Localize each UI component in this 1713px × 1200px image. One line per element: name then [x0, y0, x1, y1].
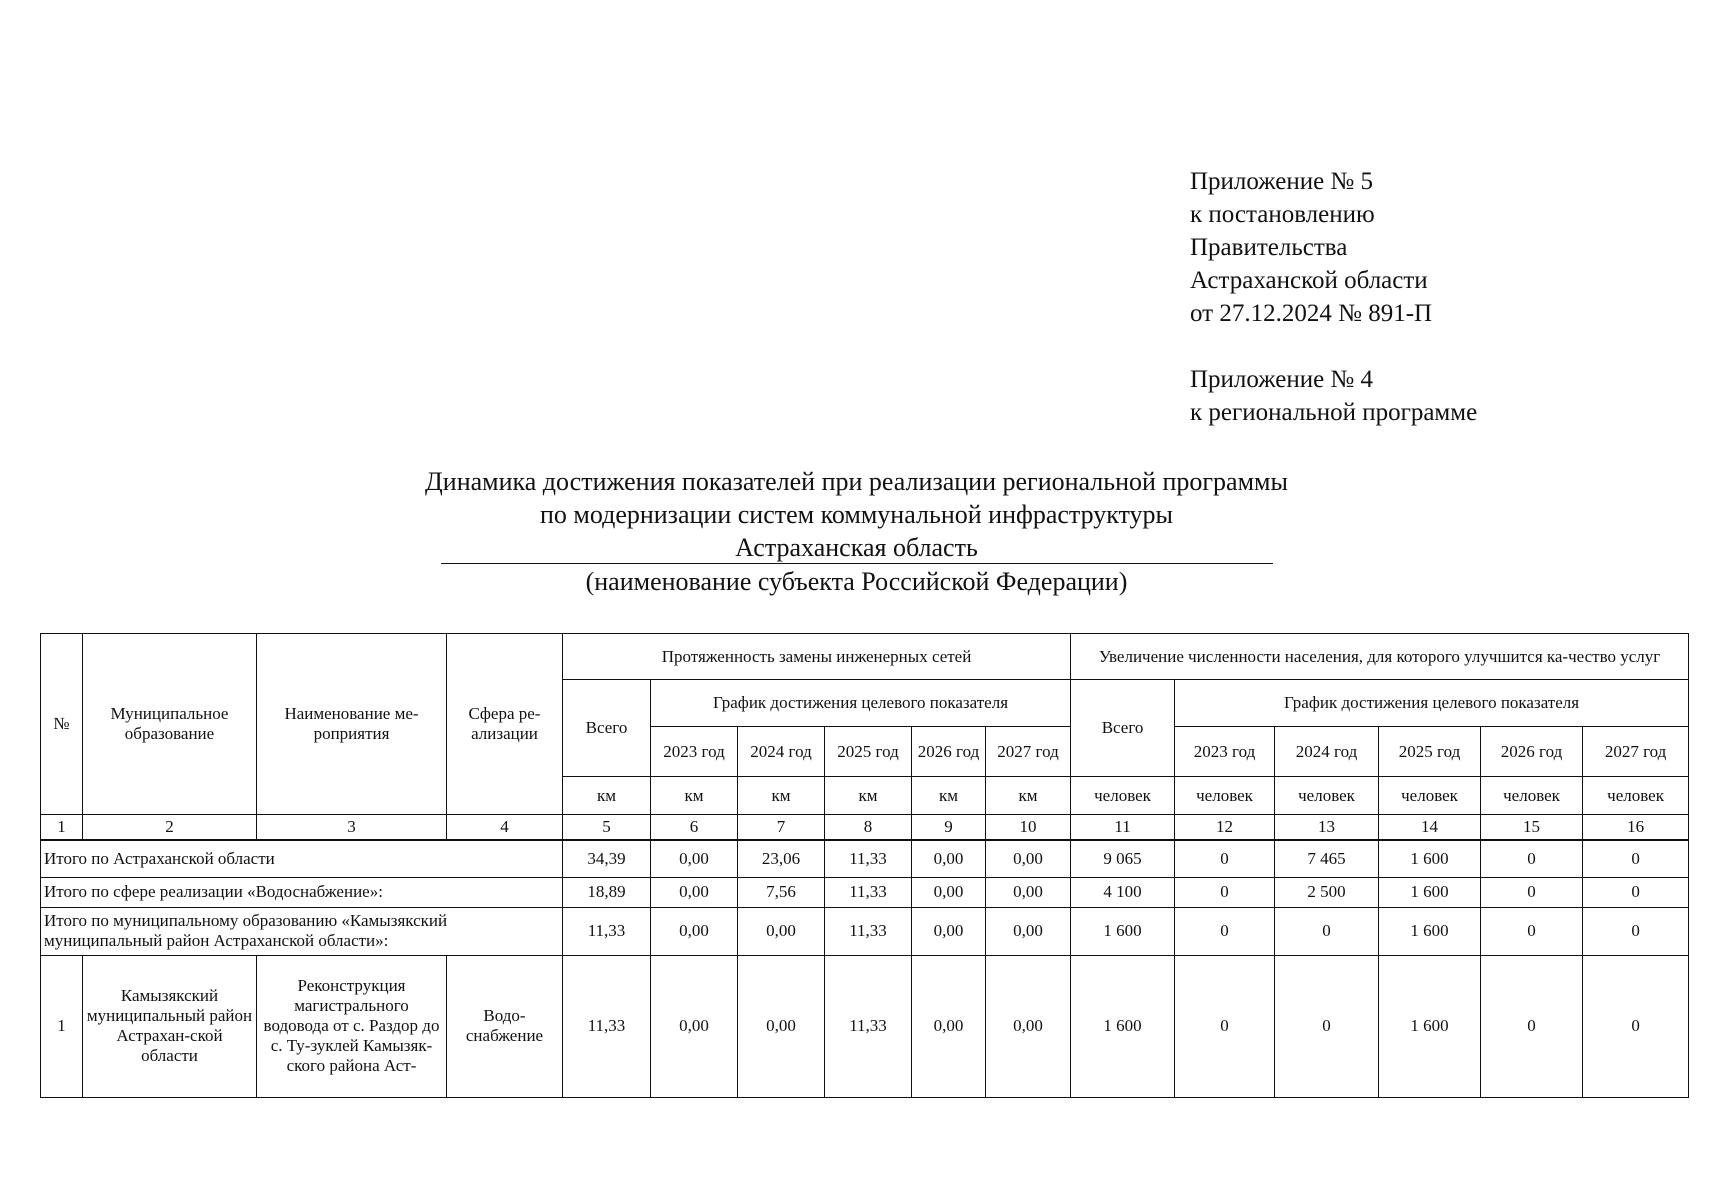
summary-value: 0 — [1481, 907, 1583, 955]
row-event: Реконструкция магистрального водовода от с. Раздор до с. Ту-зуклей Камызяк-ского района Аст- — [257, 955, 447, 1097]
column-number: 9 — [912, 815, 986, 841]
summary-value: 0 — [1583, 877, 1689, 907]
summary-value: 0 — [1275, 907, 1379, 955]
row-value: 0,00 — [986, 955, 1071, 1097]
appendix-gap — [1190, 330, 1477, 363]
row-value: 0,00 — [651, 955, 738, 1097]
table-row — [41, 955, 1689, 1097]
header-pop-year: 2027 год — [1583, 727, 1689, 777]
appendix-line: от 27.12.2024 № 891-П — [1190, 300, 1433, 327]
summary-label: Итого по Астраханской области — [41, 840, 563, 877]
appendix-line: к постановлению — [1190, 201, 1375, 228]
row-value: 1 600 — [1071, 955, 1175, 1097]
header-length-total: Всего — [563, 680, 651, 777]
summary-row-region — [41, 840, 1689, 877]
row-number: 1 — [41, 955, 83, 1097]
unit-people: человек — [1071, 777, 1175, 815]
summary-value: 4 100 — [1071, 877, 1175, 907]
unit-people: человек — [1481, 777, 1583, 815]
column-number: 2 — [83, 815, 257, 841]
summary-value: 0 — [1481, 877, 1583, 907]
column-number: 3 — [257, 815, 447, 841]
summary-value: 18,89 — [563, 877, 651, 907]
summary-value: 2 500 — [1275, 877, 1379, 907]
summary-value: 1 600 — [1071, 907, 1175, 955]
appendix-block — [1190, 165, 1477, 429]
indicators-table — [40, 633, 1689, 1098]
summary-value: 9 065 — [1071, 840, 1175, 877]
subject-name: Астраханская область — [441, 533, 1273, 564]
unit-km: км — [912, 777, 986, 815]
column-number: 7 — [738, 815, 825, 841]
row-value: 0 — [1175, 955, 1275, 1097]
summary-label: Итого по муниципальному образованию «Камызякский муниципальный район Астраханской области»: — [41, 907, 563, 955]
unit-km: км — [825, 777, 912, 815]
header-pop-year: 2023 год — [1175, 727, 1275, 777]
unit-km: км — [738, 777, 825, 815]
column-number: 10 — [986, 815, 1071, 841]
summary-value: 23,06 — [738, 840, 825, 877]
summary-value: 0,00 — [651, 840, 738, 877]
appendix-line: к региональной программе — [1190, 399, 1478, 426]
header-len-year: 2027 год — [986, 727, 1071, 777]
column-number: 6 — [651, 815, 738, 841]
column-number-row — [41, 815, 1689, 841]
header-pop-total: Всего — [1071, 680, 1175, 777]
appendix-line: Правительства — [1190, 234, 1348, 261]
summary-value: 11,33 — [563, 907, 651, 955]
summary-row-municipality — [41, 907, 1689, 955]
header-municipality: Муниципальное образование — [83, 634, 257, 815]
summary-value: 0 — [1583, 840, 1689, 877]
summary-value: 0,00 — [912, 840, 986, 877]
title-line-2: по модернизации систем коммунальной инфраструктуры — [539, 500, 1174, 529]
appendix-line: Приложение № 4 — [1190, 366, 1374, 393]
row-value: 11,33 — [825, 955, 912, 1097]
header-population-group: Увеличение численности населения, для которого улучшится ка-чество услуг — [1071, 634, 1689, 680]
row-value: 0,00 — [912, 955, 986, 1097]
unit-km: км — [563, 777, 651, 815]
summary-value: 11,33 — [825, 877, 912, 907]
unit-people: человек — [1275, 777, 1379, 815]
document-title — [0, 465, 1713, 600]
header-event: Наименование ме-роприятия — [257, 634, 447, 815]
unit-people: человек — [1175, 777, 1275, 815]
column-number: 14 — [1379, 815, 1481, 841]
subject-note: (наименование субъекта Российской Федерации) — [585, 567, 1128, 596]
summary-value: 1 600 — [1379, 877, 1481, 907]
summary-value: 7 465 — [1275, 840, 1379, 877]
row-sphere: Водо-снабжение — [447, 955, 563, 1097]
summary-value: 1 600 — [1379, 840, 1481, 877]
summary-value: 0,00 — [986, 877, 1071, 907]
summary-value: 1 600 — [1379, 907, 1481, 955]
row-value: 0 — [1481, 955, 1583, 1097]
column-number: 4 — [447, 815, 563, 841]
column-number: 12 — [1175, 815, 1275, 841]
summary-row-sphere — [41, 877, 1689, 907]
row-value: 0,00 — [738, 955, 825, 1097]
appendix-line: Приложение № 5 — [1190, 168, 1374, 195]
summary-value: 0,00 — [738, 907, 825, 955]
column-number: 16 — [1583, 815, 1689, 841]
summary-value: 0,00 — [651, 877, 738, 907]
title-line-1: Динамика достижения показателей при реализации региональной программы — [425, 467, 1288, 496]
column-number: 13 — [1275, 815, 1379, 841]
summary-value: 0 — [1175, 840, 1275, 877]
unit-people: человек — [1379, 777, 1481, 815]
header-row-1 — [41, 634, 1689, 680]
summary-value: 0 — [1583, 907, 1689, 955]
summary-value: 0 — [1175, 877, 1275, 907]
header-pop-year: 2024 год — [1275, 727, 1379, 777]
summary-label: Итого по сфере реализации «Водоснабжение»: — [41, 877, 563, 907]
unit-km: км — [986, 777, 1071, 815]
summary-value: 0,00 — [912, 907, 986, 955]
column-number: 5 — [563, 815, 651, 841]
header-length-group: Протяженность замены инженерных сетей — [563, 634, 1071, 680]
header-pop-year: 2026 год — [1481, 727, 1583, 777]
appendix-line: Астраханской области — [1190, 267, 1428, 294]
header-len-year: 2024 год — [738, 727, 825, 777]
header-len-year: 2023 год — [651, 727, 738, 777]
summary-value: 0,00 — [986, 907, 1071, 955]
column-number: 8 — [825, 815, 912, 841]
row-value: 1 600 — [1379, 955, 1481, 1097]
row-municipality: Камызякский муниципальный район Астрахан-ской области — [83, 955, 257, 1097]
header-len-year: 2025 год — [825, 727, 912, 777]
unit-km: км — [651, 777, 738, 815]
header-sphere: Сфера ре-ализации — [447, 634, 563, 815]
summary-value: 11,33 — [825, 907, 912, 955]
row-value: 0 — [1275, 955, 1379, 1097]
header-length-schedule: График достижения целевого показателя — [651, 680, 1071, 727]
summary-value: 0,00 — [912, 877, 986, 907]
summary-value: 11,33 — [825, 840, 912, 877]
column-number: 11 — [1071, 815, 1175, 841]
summary-value: 0 — [1175, 907, 1275, 955]
summary-value: 0 — [1481, 840, 1583, 877]
summary-value: 0,00 — [651, 907, 738, 955]
summary-value: 34,39 — [563, 840, 651, 877]
header-len-year: 2026 год — [912, 727, 986, 777]
unit-people: человек — [1583, 777, 1689, 815]
row-value: 11,33 — [563, 955, 651, 1097]
column-number: 1 — [41, 815, 83, 841]
summary-value: 0,00 — [986, 840, 1071, 877]
column-number: 15 — [1481, 815, 1583, 841]
summary-value: 7,56 — [738, 877, 825, 907]
header-num: № — [41, 634, 83, 815]
header-pop-schedule: График достижения целевого показателя — [1175, 680, 1689, 727]
row-value: 0 — [1583, 955, 1689, 1097]
header-pop-year: 2025 год — [1379, 727, 1481, 777]
